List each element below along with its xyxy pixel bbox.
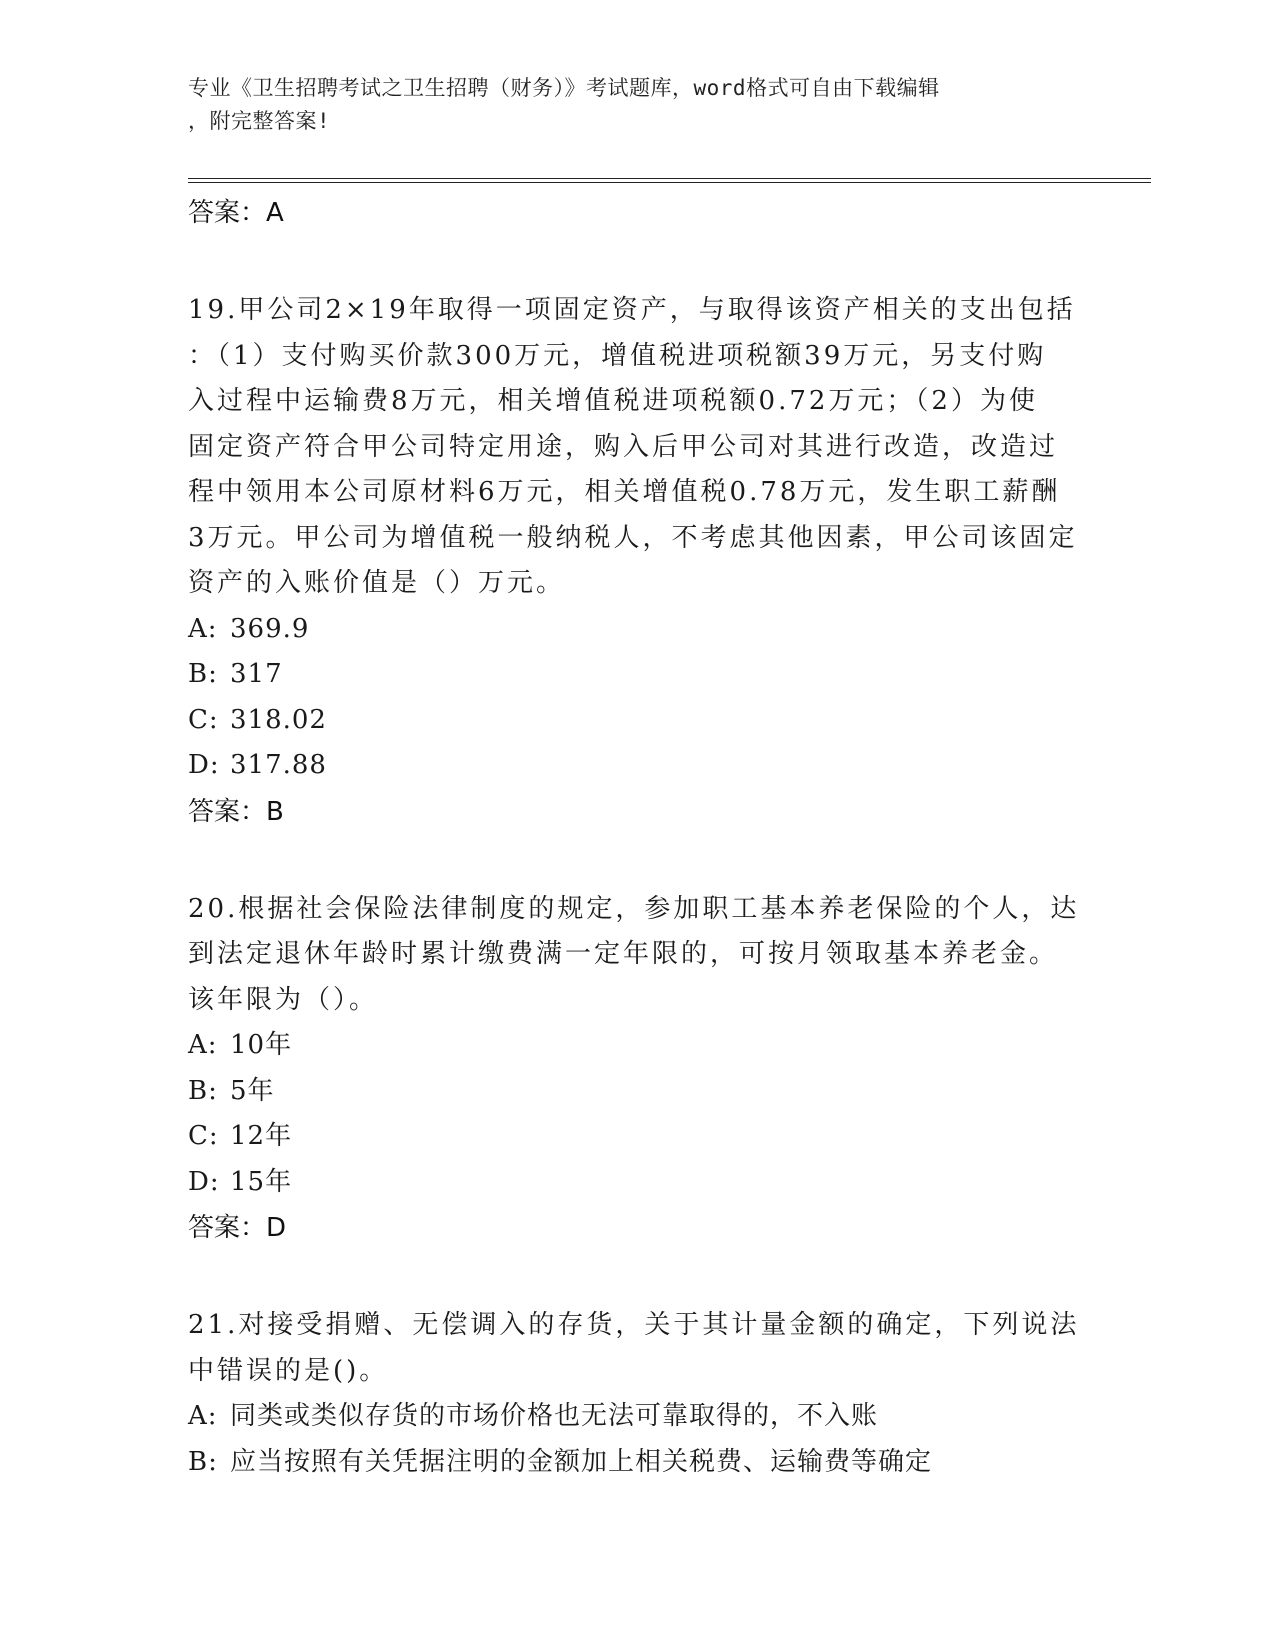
question-stem	[188, 887, 1088, 1024]
option-key: C:	[188, 1121, 219, 1151]
answer-option	[188, 1023, 1088, 1069]
option-key: A:	[188, 613, 218, 644]
option-key: C:	[188, 704, 219, 735]
question-line: 19.甲公司2×19年取得一项固定资产，与取得该资产相关的支出包括	[188, 295, 1076, 325]
question-line: ：（1）支付购买价款300万元，增值税进项税额39万元，另支付购	[188, 340, 1047, 371]
document-header	[188, 72, 1068, 138]
option-key: B:	[188, 1446, 218, 1477]
question-block	[188, 887, 1088, 1252]
question-block	[188, 288, 1088, 835]
question-answer: 答案：B	[188, 796, 284, 827]
question-line: 21.对接受捐赠、无偿调入的存货，关于其计量金额的确定，下列说法	[188, 1310, 1080, 1340]
header-line-2: ，附完整答案!	[188, 109, 331, 133]
option-key: A:	[188, 1401, 218, 1431]
header-line-1: 专业《卫生招聘考试之卫生招聘（财务）》考试题库，word格式可自由下载编辑	[188, 76, 940, 100]
question-stem	[188, 1303, 1088, 1394]
option-key: B:	[188, 659, 218, 689]
answer-option	[188, 1114, 1088, 1160]
question-line: 3万元。甲公司为增值税一般纳税人，不考虑其他因素，甲公司该固定	[188, 522, 1078, 553]
question-line: 入过程中运输费8万元，相关增值税进项税额0.72万元；（2）为使	[188, 386, 1038, 416]
option-text: 317.88	[230, 750, 327, 780]
question-line: 资产的入账价值是（）万元。	[188, 568, 566, 598]
question-answer: 答案：D	[188, 1213, 287, 1243]
question-line: 到法定退休年龄时累计缴费满一定年限的，可按月领取基本养老金。	[188, 939, 1059, 969]
answer-option	[188, 698, 1088, 744]
option-text: 369.9	[230, 613, 310, 644]
question-stem	[188, 288, 1088, 607]
option-key: A:	[188, 1030, 218, 1060]
option-text: 12年	[230, 1121, 293, 1151]
answer-option	[188, 1069, 1088, 1115]
answer-option	[188, 1394, 1088, 1440]
answer-option	[188, 607, 1088, 653]
option-text: 317	[230, 659, 283, 689]
answer-option	[188, 652, 1088, 698]
question-line: 程中领用本公司原材料6万元，相关增值税0.78万元，发生职工薪酬	[188, 477, 1061, 507]
question-line: 20.根据社会保险法律制度的规定，参加职工基本养老保险的个人，达	[188, 893, 1080, 924]
question-line: 中错误的是()。	[188, 1355, 389, 1386]
question-line: 固定资产符合甲公司特定用途，购入后甲公司对其进行改造，改造过	[188, 431, 1059, 462]
previous-answer: 答案：A	[188, 198, 284, 228]
question-block	[188, 1303, 1088, 1485]
answer-option	[188, 1440, 1088, 1486]
questions-container	[188, 288, 1088, 1485]
option-key: D:	[188, 750, 220, 780]
question-line: 该年限为（）。	[188, 984, 379, 1015]
option-text: 同类或类似存货的市场价格也无法可靠取得的，不入账	[230, 1401, 879, 1431]
answer-option	[188, 1160, 1088, 1206]
option-text: 10年	[230, 1030, 293, 1060]
option-text: 5年	[230, 1075, 275, 1106]
option-text: 应当按照有关凭据注明的金额加上相关税费、运输费等确定	[230, 1446, 933, 1477]
option-key: B:	[188, 1075, 218, 1106]
option-key: D:	[188, 1166, 220, 1197]
question-list	[188, 190, 1088, 1485]
option-text: 15年	[230, 1166, 293, 1197]
answer-option	[188, 743, 1088, 789]
option-text: 318.02	[230, 704, 327, 735]
header-divider-top	[188, 178, 1151, 179]
header-divider-bottom	[188, 182, 1151, 183]
